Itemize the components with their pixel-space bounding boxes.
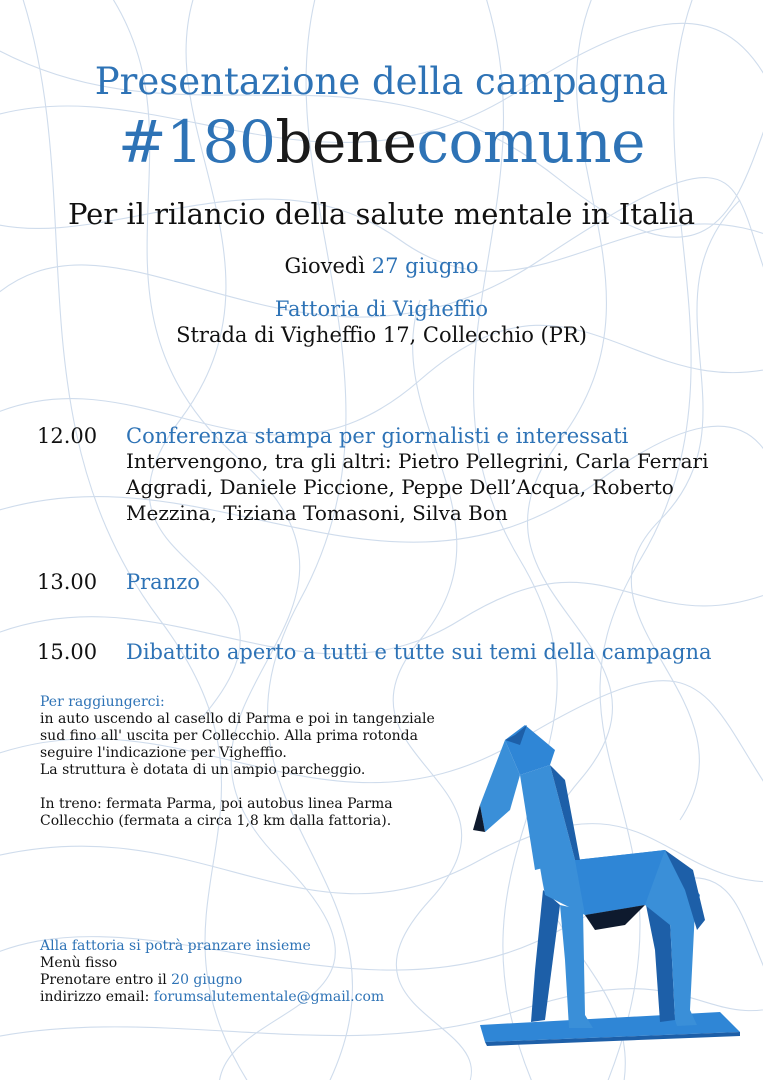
schedule-title: Conferenza stampa per giornalisti e interessati (126, 424, 629, 448)
origami-horse-icon (465, 720, 745, 1050)
schedule-title: Pranzo (126, 570, 200, 594)
campaign-hashtag (0, 108, 763, 176)
directions-car-line: in auto uscendo al casello di Parma e poi in tangenziale (40, 711, 435, 727)
directions-car-line: La struttura è dotata di un ampio parcheggio. (40, 762, 366, 778)
lunch-booking (40, 972, 460, 989)
directions-car-line: sud fino all' uscita per Collecchio. Alla prima rotonda (40, 728, 418, 744)
venue-address: Strada di Vigheffio 17, Collecchio (PR) (176, 323, 587, 347)
schedule-time: 13.00 (37, 570, 98, 594)
directions-heading: Per raggiungerci: (40, 694, 165, 710)
lunch-email-link[interactable]: forumsalutementale@gmail.com (153, 989, 385, 1005)
lunch-menu: Menù fisso (40, 955, 118, 971)
lunch-email-label: indirizzo email: (40, 989, 150, 1005)
event-date-day: Giovedì (284, 254, 366, 278)
lunch-booking-prefix: Prenotare entro il (40, 972, 167, 988)
directions-car-line: seguire l'indicazione per Vigheffio. (40, 745, 287, 761)
poster-subtitle: Per il rilancio della salute mentale in Italia (67, 197, 696, 231)
schedule-time: 12.00 (37, 424, 98, 448)
schedule-speakers: Intervengono, tra gli altri: Pietro Pellegrini, Carla Ferrari Aggradi, Daniele Piccione, Peppe Dell’Acqua, Roberto Mezzina, Tiziana Tomasoni, Silva Bon (126, 449, 709, 525)
lunch-booking-date: 20 giugno (171, 972, 243, 988)
event-date-value: 27 giugno (371, 254, 479, 278)
directions-train-line: In treno: fermata Parma, poi autobus linea Parma (40, 796, 393, 812)
directions-block (40, 694, 460, 830)
hashtag-mid: bene (275, 108, 417, 176)
schedule-time: 15.00 (37, 640, 98, 664)
schedule-title: Dibattito aperto a tutti e tutte sui temi della campagna (126, 640, 712, 664)
lunch-block (40, 938, 460, 1006)
lunch-email-line (40, 989, 460, 1006)
event-date (0, 254, 763, 278)
hashtag-prefix: #180 (118, 108, 276, 176)
lunch-heading: Alla fattoria si potrà pranzare insieme (40, 938, 311, 954)
hashtag-suffix: comune (416, 108, 645, 176)
venue-name: Fattoria di Vigheffio (274, 297, 489, 321)
directions-train-line: Collecchio (fermata a circa 1,8 km dalla fattoria). (40, 813, 392, 829)
poster-title: Presentazione della campagna (94, 60, 669, 103)
